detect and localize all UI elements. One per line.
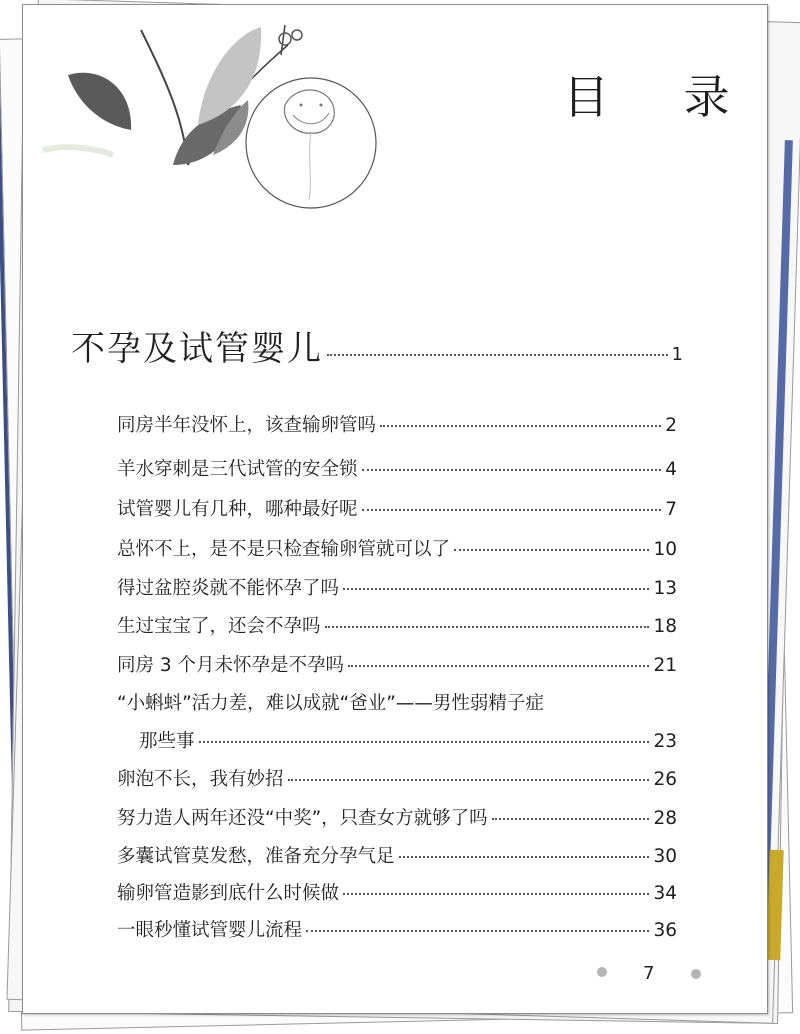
leader-dots: [306, 930, 649, 932]
flower-circle-icon: [23, 5, 443, 235]
section-page-number: 1: [671, 344, 683, 365]
toc-entry[interactable]: [117, 651, 677, 677]
entry-title: 生过宝宝了，还会不孕吗: [117, 616, 321, 637]
entry-title: 羊水穿刺是三代试管的安全锁: [117, 459, 358, 480]
entry-title: 输卵管造影到底什么时候做: [117, 883, 340, 904]
page-title: 目 录: [563, 70, 760, 124]
entry-title: 卵泡不长，我有妙招: [117, 769, 284, 790]
toc-entry[interactable]: [117, 842, 677, 868]
toc-entry[interactable]: [117, 574, 677, 600]
toc-entry[interactable]: [117, 804, 677, 830]
entry-page-number: 2: [665, 415, 677, 436]
leader-dots: [199, 741, 650, 743]
leader-dots: [362, 469, 662, 471]
leader-dots: [362, 509, 662, 511]
leader-dots: [325, 626, 650, 628]
leader-dots: [343, 588, 649, 590]
entry-page-number: 26: [653, 769, 677, 790]
entry-title: 同房半年没怀上，该查输卵管吗: [117, 415, 377, 436]
entry-page-number: 4: [665, 459, 677, 480]
folio-dot-left: [597, 967, 607, 977]
leader-dots: [327, 354, 668, 356]
leader-dots: [288, 779, 650, 781]
entry-title: 多囊试管莫发愁，准备充分孕气足: [117, 846, 395, 867]
toc-entry[interactable]: [117, 612, 677, 638]
entry-page-number: 34: [653, 883, 677, 904]
entry-page-number: 21: [653, 655, 677, 676]
page-number: 7: [643, 963, 655, 984]
entry-page-number: 30: [653, 846, 677, 867]
toc-entry[interactable]: [117, 535, 677, 561]
leader-dots: [492, 818, 650, 820]
entry-page-number: 18: [653, 616, 677, 637]
section-title: 不孕及试管婴儿: [71, 329, 323, 369]
toc-entry[interactable]: [117, 411, 677, 437]
entry-title[interactable]: “小蝌蚪”活力差，难以成就“爸业”——男性弱精子症: [117, 693, 544, 714]
leader-dots: [348, 665, 649, 667]
toc-entry[interactable]: [117, 495, 677, 521]
leader-dots: [380, 425, 661, 427]
toc-entry[interactable]: [117, 765, 677, 791]
toc-entry[interactable]: [117, 455, 677, 481]
entry-page-number: 10: [653, 539, 677, 560]
entry-title: 总怀不上，是不是只检查输卵管就可以了: [117, 539, 451, 560]
leader-dots: [343, 893, 649, 895]
entry-page-number: 36: [653, 920, 677, 941]
entry-page-number: 28: [653, 808, 677, 829]
entry-title: 同房 3 个月未怀孕是不孕吗: [117, 655, 345, 676]
entry-title: 试管婴儿有几种，哪种最好呢: [117, 499, 358, 520]
leader-dots: [454, 549, 649, 551]
entry-title-continued: 那些事: [139, 731, 195, 752]
folio-dot-right: [691, 969, 701, 979]
toc-page: [22, 4, 768, 1014]
entry-title: 一眼秒懂试管婴儿流程: [117, 920, 303, 941]
entry-page-number: 7: [665, 499, 677, 520]
leader-dots: [399, 856, 650, 858]
entry-page-number: 23: [653, 731, 677, 752]
toc-entry-continued[interactable]: [139, 727, 677, 753]
toc-section-row[interactable]: [71, 321, 683, 370]
entry-title: 得过盆腔炎就不能怀孕了吗: [117, 578, 340, 599]
toc-entry[interactable]: [117, 916, 677, 942]
toc-entry[interactable]: [117, 879, 677, 905]
entry-title: 努力造人两年还没“中奖”，只查女方就够了吗: [117, 808, 488, 829]
entry-page-number: 13: [653, 578, 677, 599]
